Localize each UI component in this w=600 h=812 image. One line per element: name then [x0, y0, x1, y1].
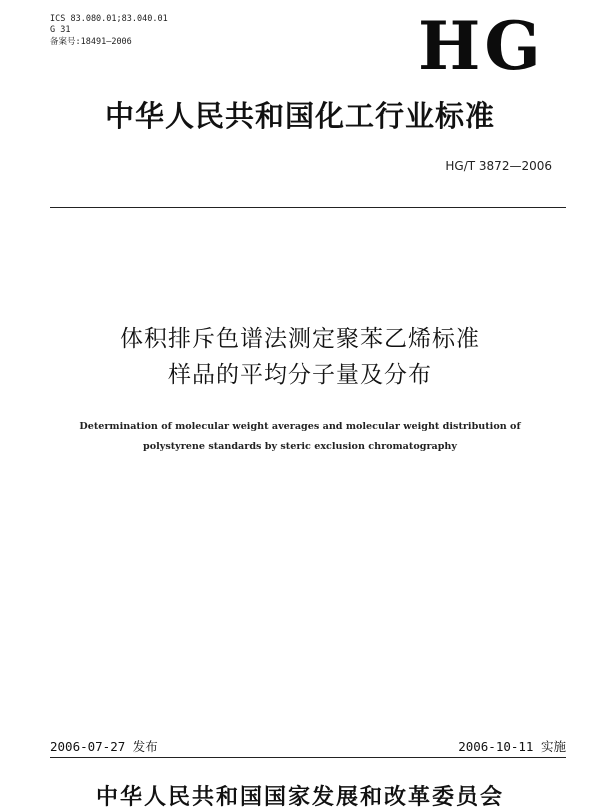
- classification-code: G 31: [50, 25, 71, 35]
- issue-date: 2006-07-27 发布: [50, 739, 158, 754]
- standard-category-title: 中华人民共和国化工行业标准: [104, 99, 495, 133]
- publisher: 中华人民共和国国家发展和改革委员会: [95, 784, 504, 810]
- standard-number: HG/T 3872—2006: [445, 159, 552, 173]
- chinese-title-line-1: 体积排斥色谱法测定聚苯乙烯标准: [120, 326, 480, 352]
- chinese-title-line-2: 样品的平均分子量及分布: [168, 362, 432, 388]
- footer-divider: [50, 757, 566, 758]
- record-number: 备案号:18491—2006: [50, 37, 132, 47]
- ics-code: ICS 83.080.01;83.040.01: [50, 14, 168, 24]
- english-title-line-2: polystyrene standards by steric exclusion chromatography: [143, 441, 457, 452]
- english-title-line-1: Determination of molecular weight averages and molecular weight distribution of: [79, 421, 521, 432]
- header-divider: [50, 207, 566, 208]
- standard-code-logo: HG: [418, 7, 545, 85]
- implementation-date: 2006-10-11 实施: [458, 739, 566, 754]
